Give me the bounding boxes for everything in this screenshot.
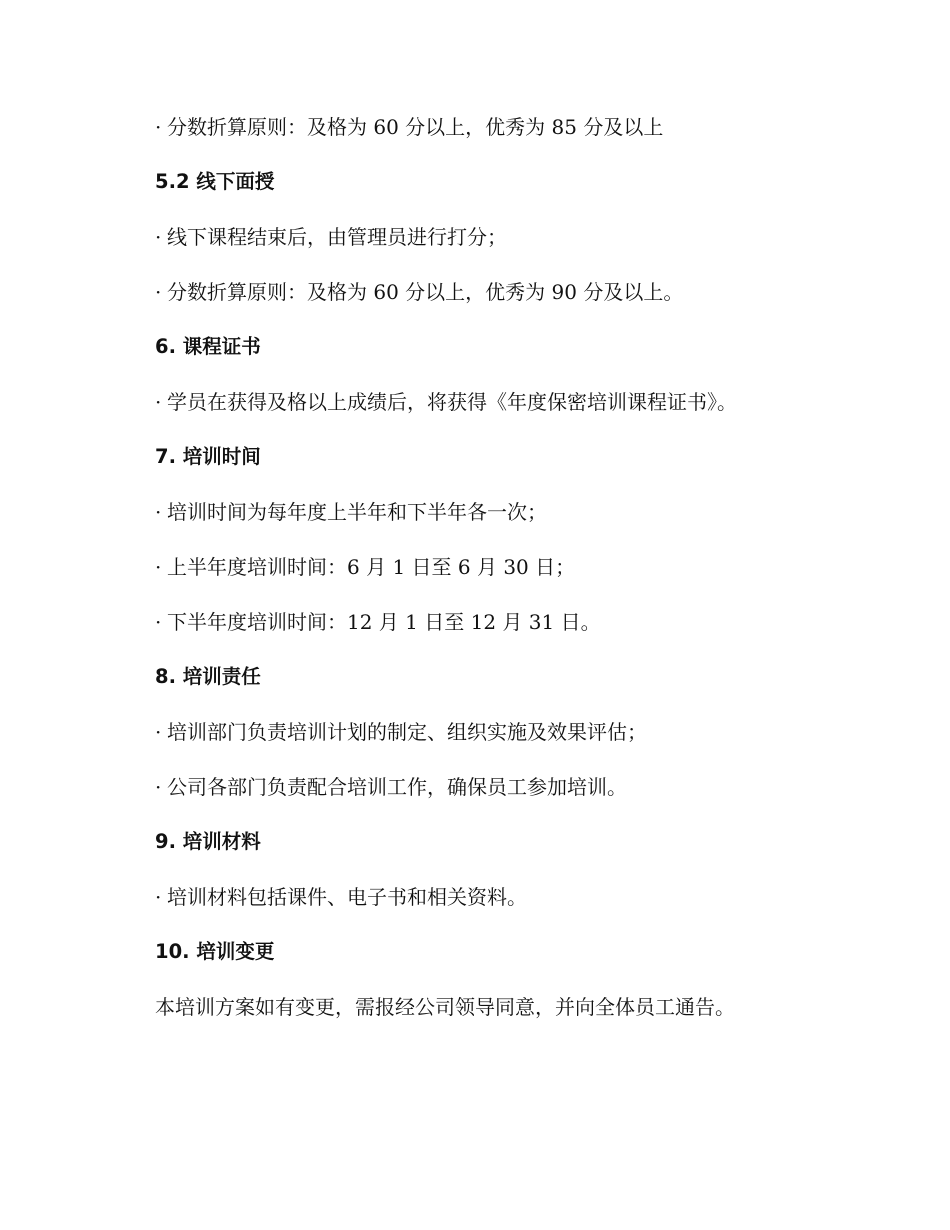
bullet-line-certificate: [155, 383, 915, 438]
section-heading-certificate: 6. 课程证书: [155, 335, 261, 358]
bullet-line-offline-scoring: [155, 218, 915, 273]
section-heading-materials: 9. 培训材料: [155, 830, 261, 853]
bullet-text: 学员在获得及格以上成绩后，将获得《年度保密培训课程证书》。: [167, 390, 737, 414]
bullet-line-first-half: [155, 548, 915, 603]
bullet-dot: ·: [155, 555, 162, 579]
section-heading-changes: 10. 培训变更: [155, 940, 275, 963]
bullet-text: 下半年度培训时间：12 月 1 日至 12 月 31 日。: [167, 610, 601, 634]
section-heading-offline: 5.2 线下面授: [155, 170, 275, 193]
bullet-dot: ·: [155, 115, 162, 139]
bullet-dot: ·: [155, 280, 162, 304]
bullet-dot: ·: [155, 225, 162, 249]
bullet-text: 培训时间为每年度上半年和下半年各一次；: [167, 500, 547, 524]
section-heading-responsibility: 8. 培训责任: [155, 665, 261, 688]
bullet-line-all-depts: [155, 768, 915, 823]
bullet-text: 分数折算原则：及格为 60 分以上，优秀为 85 分及以上: [167, 115, 664, 139]
bullet-text: 公司各部门负责配合培训工作，确保员工参加培训。: [167, 775, 627, 799]
bullet-line-training-dept: [155, 713, 915, 768]
bullet-line-score-rule-offline: [155, 273, 915, 328]
bullet-dot: ·: [155, 390, 162, 414]
bullet-text: 分数折算原则：及格为 60 分以上，优秀为 90 分及以上。: [167, 280, 684, 304]
paragraph-changes: 本培训方案如有变更，需报经公司领导同意，并向全体员工通告。: [155, 995, 735, 1019]
bullet-text: 线下课程结束后，由管理员进行打分；: [167, 225, 507, 249]
bullet-dot: ·: [155, 885, 162, 909]
bullet-line-second-half: [155, 603, 915, 658]
bullet-line-frequency: [155, 493, 915, 548]
bullet-line-score-rule-online: [155, 108, 915, 163]
bullet-text: 培训部门负责培训计划的制定、组织实施及效果评估；: [167, 720, 647, 744]
document-page: [155, 108, 915, 1043]
bullet-dot: ·: [155, 720, 162, 744]
bullet-dot: ·: [155, 775, 162, 799]
bullet-dot: ·: [155, 610, 162, 634]
bullet-text: 培训材料包括课件、电子书和相关资料。: [167, 885, 527, 909]
bullet-text: 上半年度培训时间：6 月 1 日至 6 月 30 日；: [167, 555, 576, 579]
bullet-dot: ·: [155, 500, 162, 524]
bullet-line-materials: [155, 878, 915, 933]
section-heading-schedule: 7. 培训时间: [155, 445, 261, 468]
